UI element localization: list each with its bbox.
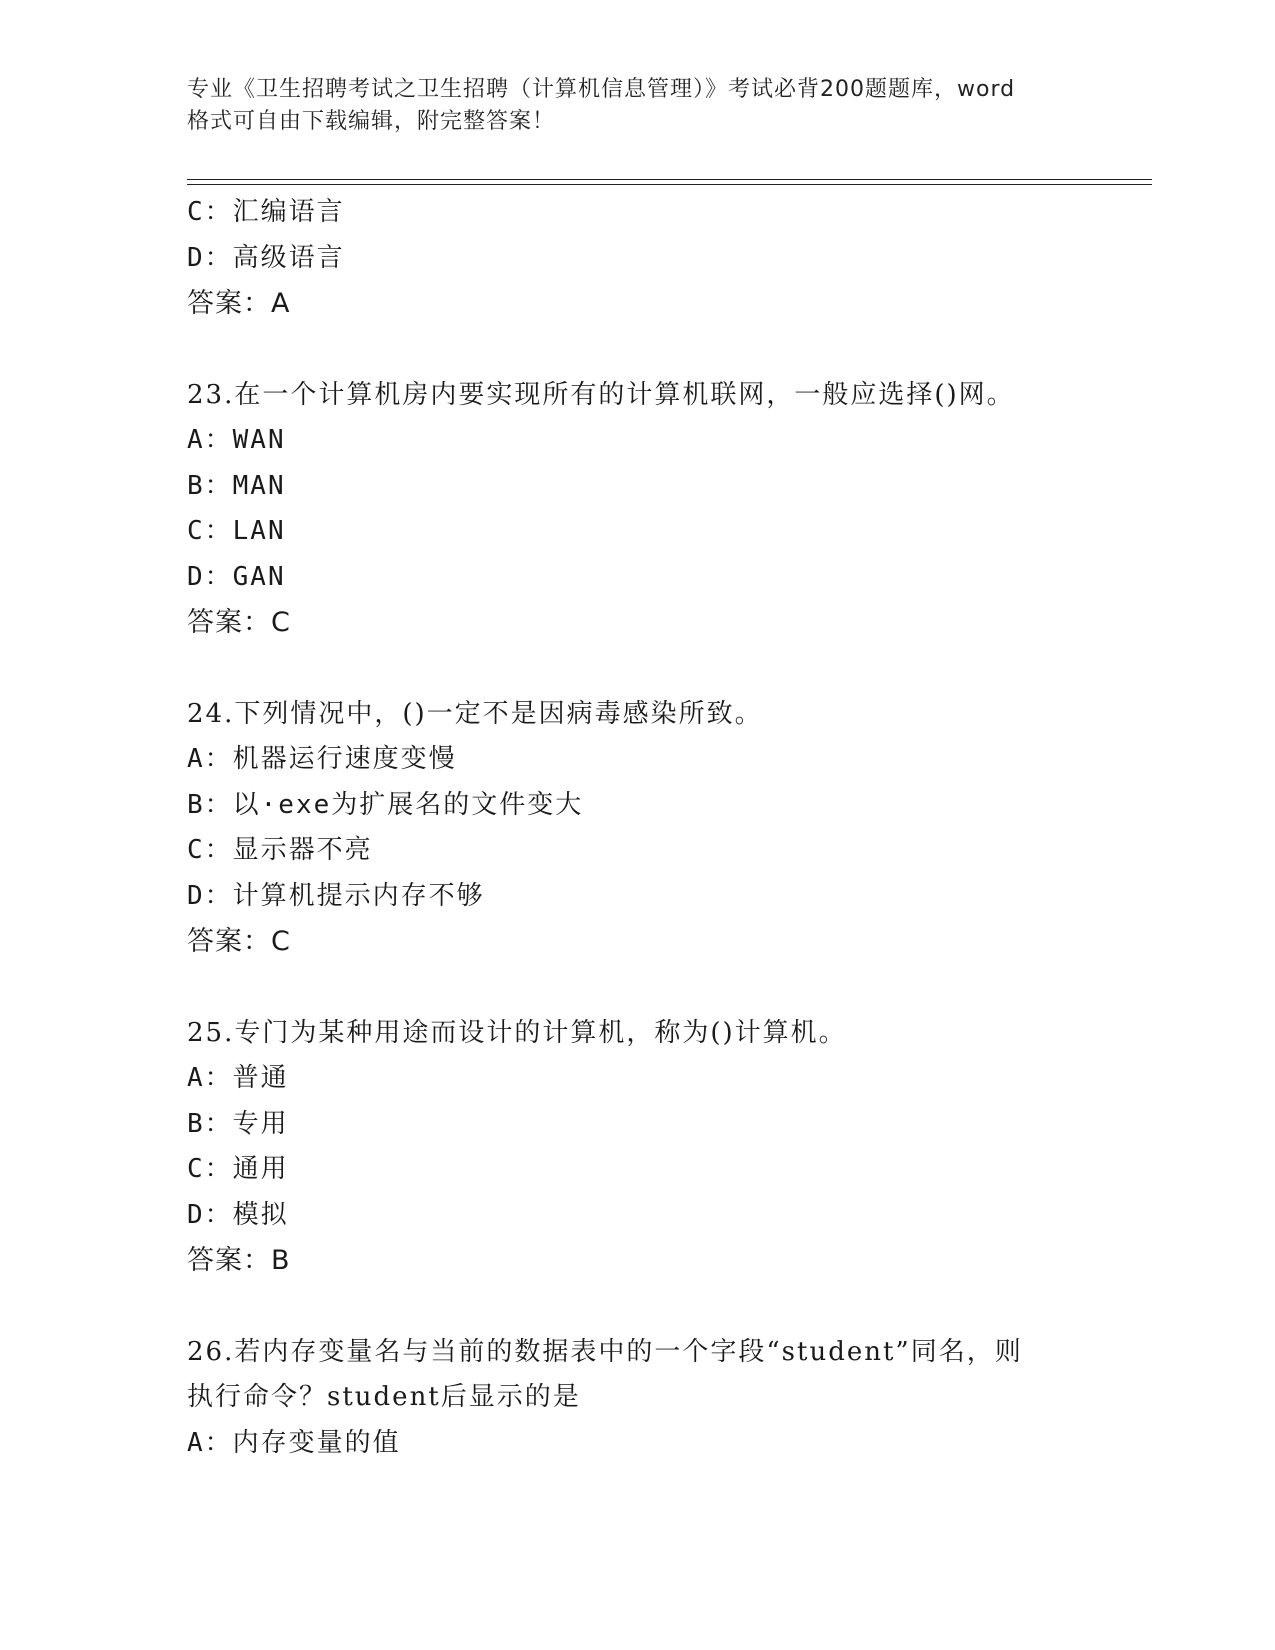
answer-label: 答案：C [187, 607, 291, 638]
header-divider-top [187, 179, 1152, 180]
question-25 [187, 1011, 1152, 1284]
answer-label: 答案：A [187, 288, 291, 319]
question-stem-line-2: 执行命令？student后显示的是 [187, 1382, 581, 1412]
spacer [187, 1284, 1152, 1330]
option-d: D：高级语言 [187, 242, 345, 273]
answer-label: 答案：C [187, 926, 291, 957]
option-a: A：内存变量的值 [187, 1427, 401, 1458]
question-number: 23. [187, 379, 235, 410]
option-a: A：WAN [187, 425, 286, 455]
header-title-line-1: 专业《卫生招聘考试之卫生招聘（计算机信息管理）》考试必背200题题库，word [187, 77, 1016, 102]
question-23 [187, 373, 1152, 646]
option-a: A：普通 [187, 1063, 289, 1093]
document-header [187, 74, 1087, 138]
answer-label: 答案：B [187, 1245, 291, 1276]
spacer [187, 965, 1152, 1011]
question-text [187, 1011, 1152, 1057]
question-text [187, 373, 1152, 419]
question-text [187, 1330, 1152, 1376]
spacer [187, 646, 1152, 692]
question-24 [187, 692, 1152, 965]
document-body [187, 190, 1152, 1466]
question-stem: 下列情况中，()一定不是因病毒感染所致。 [234, 698, 763, 729]
question-number: 25. [187, 1017, 235, 1048]
option-c: C：通用 [187, 1154, 289, 1184]
option-d: D：模拟 [187, 1199, 289, 1230]
question-number: 24. [187, 698, 235, 729]
question-text [187, 692, 1152, 738]
option-d: D：计算机提示内存不够 [187, 880, 485, 911]
question-26 [187, 1330, 1152, 1467]
spacer [187, 327, 1152, 373]
question-22-continuation [187, 190, 1152, 327]
question-stem: 在一个计算机房内要实现所有的计算机联网，一般应选择()网。 [234, 379, 1015, 410]
question-stem: 专门为某种用途而设计的计算机，称为()计算机。 [234, 1017, 847, 1048]
option-d: D：GAN [187, 561, 286, 592]
question-number: 26. [187, 1336, 235, 1367]
header-title-line-2: 格式可自由下载编辑，附完整答案！ [187, 109, 556, 134]
option-c: C：汇编语言 [187, 197, 345, 227]
option-a: A：机器运行速度变慢 [187, 744, 457, 774]
option-b: B：MAN [187, 470, 286, 501]
question-stem-line-1: 若内存变量名与当前的数据表中的一个字段“student”同名，则 [234, 1336, 1023, 1367]
header-divider-bottom [187, 184, 1152, 185]
option-b: B：专用 [187, 1108, 289, 1139]
option-c: C：LAN [187, 516, 286, 546]
option-c: C：显示器不亮 [187, 835, 373, 865]
option-b: B：以·exe为扩展名的文件变大 [187, 789, 584, 820]
